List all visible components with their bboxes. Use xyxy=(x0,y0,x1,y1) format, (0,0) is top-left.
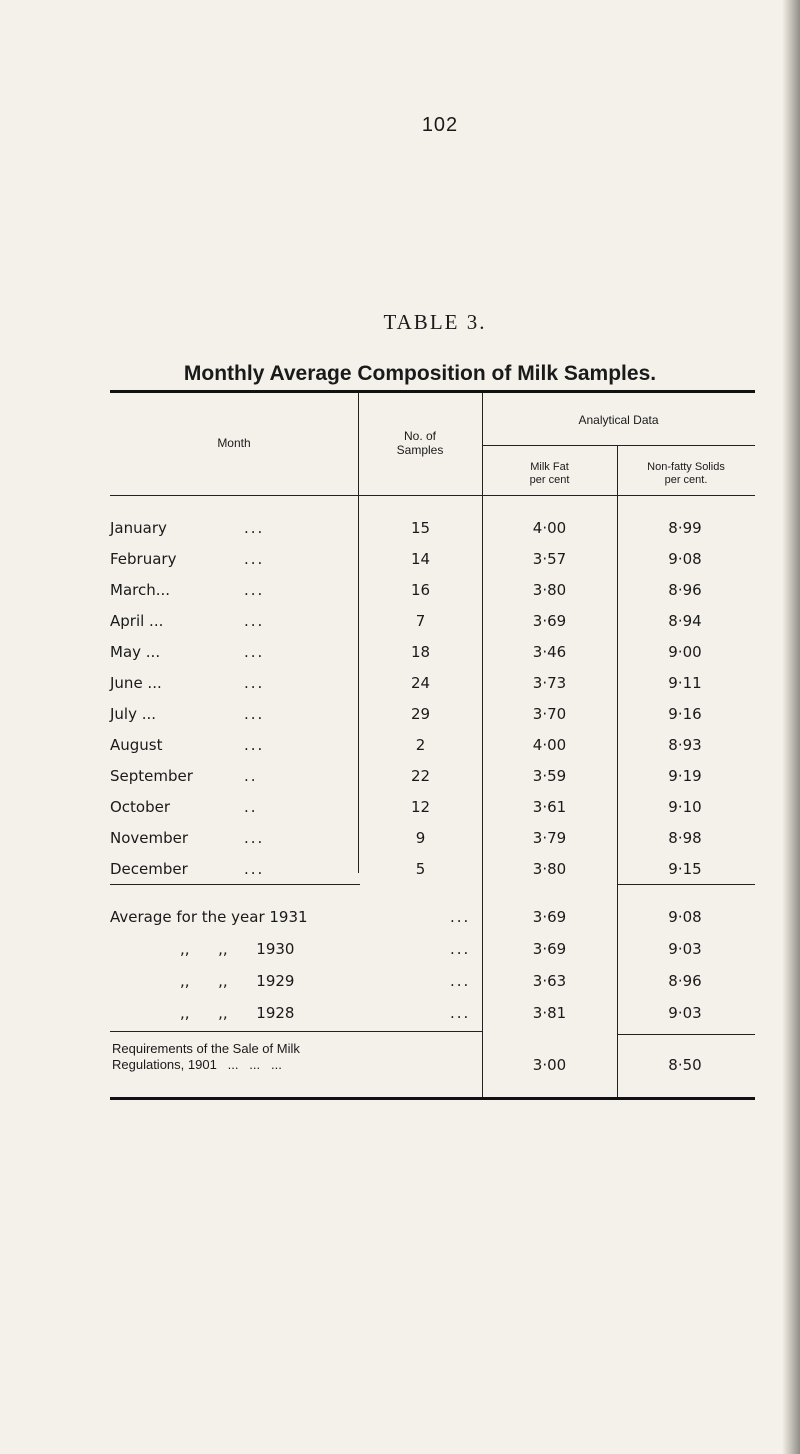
fat-value: 3·61 xyxy=(532,798,567,816)
samples-value: 16 xyxy=(410,581,431,599)
solids-value: 8·99 xyxy=(668,519,702,537)
leader-dots: .. xyxy=(244,798,258,816)
solids-value: 9·00 xyxy=(668,643,702,661)
samples-value: 15 xyxy=(410,519,431,537)
averages-bottom-rule-right xyxy=(617,1034,755,1035)
month-label: September xyxy=(110,767,193,785)
milk-composition-table xyxy=(110,390,755,1100)
leader-dots: ... xyxy=(450,1004,471,1022)
solids-value: 9·15 xyxy=(668,860,702,878)
samples-value: 14 xyxy=(410,550,431,568)
header-samples-line1: No. of xyxy=(403,429,436,443)
month-label: December xyxy=(110,860,188,878)
samples-value: 22 xyxy=(410,767,431,785)
month-label: November xyxy=(110,829,189,847)
fat-value: 3·69 xyxy=(532,908,567,926)
month-label: May ... xyxy=(110,643,161,661)
month-label: January xyxy=(110,519,167,537)
header-rule-analytical xyxy=(482,445,755,446)
page-number: 102 xyxy=(421,114,459,136)
fat-value: 3·80 xyxy=(532,581,567,599)
fat-value: 3·73 xyxy=(532,674,567,692)
month-label: February xyxy=(110,550,177,568)
samples-value: 18 xyxy=(410,643,431,661)
requirements-label xyxy=(112,1041,472,1073)
solids-value: 8·93 xyxy=(668,736,702,754)
samples-value: 29 xyxy=(410,705,431,723)
months-bottom-rule xyxy=(110,884,360,885)
header-fat-line1: Milk Fat xyxy=(530,461,569,473)
header-fat xyxy=(482,461,617,487)
table-title: Monthly Average Composition of Milk Samples. xyxy=(183,362,657,385)
solids-value: 9·08 xyxy=(668,550,702,568)
leader-dots: ... xyxy=(450,908,471,926)
leader-dots: ... xyxy=(244,674,265,692)
month-label: June ... xyxy=(110,674,162,692)
header-bottom-rule xyxy=(110,495,755,496)
month-label: March... xyxy=(110,581,171,599)
requirements-fat-value: 3·00 xyxy=(532,1056,567,1074)
leader-dots: ... xyxy=(244,612,265,630)
months-bottom-rule-right xyxy=(617,884,755,885)
fat-value: 3·69 xyxy=(532,940,567,958)
header-solids xyxy=(617,461,755,487)
fat-value: 3·59 xyxy=(532,767,567,785)
month-label: August xyxy=(110,736,163,754)
fat-value: 3·46 xyxy=(532,643,567,661)
page-edge-shadow xyxy=(782,0,800,1454)
requirements-solids-value: 8·50 xyxy=(668,1056,702,1074)
leader-dots: .. xyxy=(244,767,258,785)
header-month: Month xyxy=(217,436,251,450)
solids-value: 9·03 xyxy=(668,1004,702,1022)
requirements-label-line1: Requirements of the Sale of Milk xyxy=(112,1041,300,1056)
leader-dots: ... xyxy=(450,940,471,958)
leader-dots: ... xyxy=(244,519,265,537)
solids-value: 9·16 xyxy=(668,705,702,723)
averages-bottom-rule xyxy=(110,1031,482,1032)
average-label: ,, ,, 1929 xyxy=(180,972,295,990)
solids-value: 9·11 xyxy=(668,674,702,692)
leader-dots: ... xyxy=(244,860,265,878)
leader-dots: ... xyxy=(244,705,265,723)
solids-value: 9·03 xyxy=(668,940,702,958)
month-label: April ... xyxy=(110,612,164,630)
fat-value: 3·57 xyxy=(532,550,567,568)
fat-value: 4·00 xyxy=(532,519,567,537)
header-analytical: Analytical Data xyxy=(578,413,659,427)
average-label: Average for the year 1931 xyxy=(110,908,308,926)
leader-dots: ... xyxy=(244,736,265,754)
solids-value: 8·96 xyxy=(668,581,702,599)
samples-value: 9 xyxy=(415,829,426,847)
samples-value: 12 xyxy=(410,798,431,816)
fat-value: 3·63 xyxy=(532,972,567,990)
fat-value: 3·69 xyxy=(532,612,567,630)
month-label: July ... xyxy=(110,705,157,723)
header-solids-line1: Non-fatty Solids xyxy=(647,461,725,473)
fat-value: 4·00 xyxy=(532,736,567,754)
header-solids-line2: per cent. xyxy=(664,474,708,486)
leader-dots: ... xyxy=(244,829,265,847)
fat-value: 3·70 xyxy=(532,705,567,723)
samples-value: 7 xyxy=(415,612,426,630)
leader-dots: ... xyxy=(244,550,265,568)
solids-value: 8·96 xyxy=(668,972,702,990)
average-label: ,, ,, 1930 xyxy=(180,940,295,958)
fat-value: 3·79 xyxy=(532,829,567,847)
solids-value: 9·10 xyxy=(668,798,702,816)
leader-dots: ... xyxy=(244,581,265,599)
solids-value: 9·19 xyxy=(668,767,702,785)
fat-value: 3·81 xyxy=(532,1004,567,1022)
solids-value: 9·08 xyxy=(668,908,702,926)
average-label: ,, ,, 1928 xyxy=(180,1004,295,1022)
header-samples xyxy=(358,429,482,457)
month-label: October xyxy=(110,798,171,816)
solids-value: 8·98 xyxy=(668,829,702,847)
fat-value: 3·80 xyxy=(532,860,567,878)
samples-value: 5 xyxy=(415,860,426,878)
samples-value: 2 xyxy=(415,736,426,754)
leader-dots: ... xyxy=(450,972,471,990)
samples-value: 24 xyxy=(410,674,431,692)
leader-dots: ... xyxy=(244,643,265,661)
solids-value: 8·94 xyxy=(668,612,702,630)
header-samples-line2: Samples xyxy=(396,443,444,457)
table-label: TABLE 3. xyxy=(383,310,487,334)
header-fat-line2: per cent xyxy=(529,474,570,486)
requirements-label-line2: Regulations, 1901 ... ... ... xyxy=(112,1057,282,1072)
